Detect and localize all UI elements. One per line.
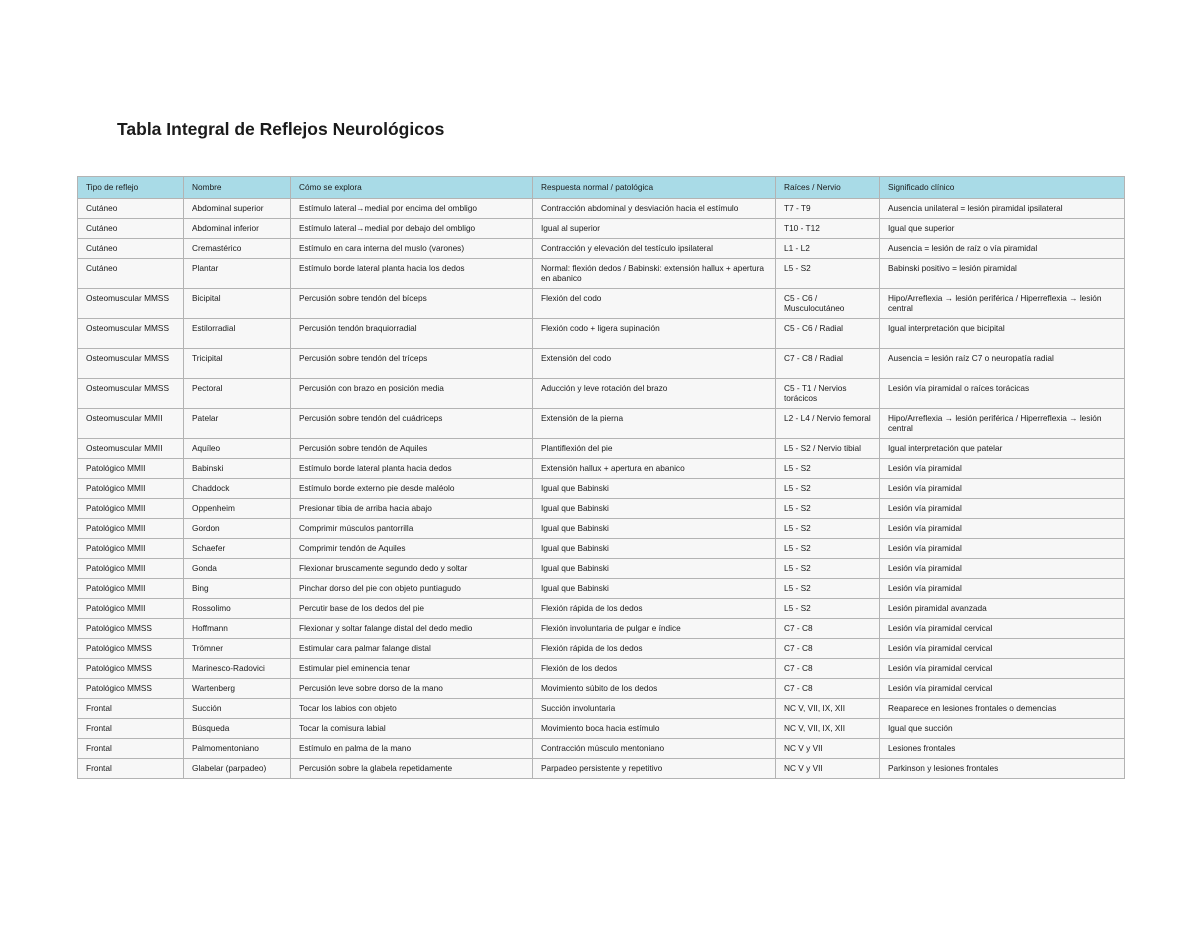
- cell-significado-clinico: Igual que superior: [880, 219, 1125, 239]
- reflexes-table: [77, 176, 1125, 779]
- table-row: [78, 479, 1125, 499]
- cell-raices-nervio: T10 - T12: [776, 219, 880, 239]
- table-header-row: [78, 177, 1125, 199]
- cell-como-se-explora: Comprimir músculos pantorrilla: [291, 519, 533, 539]
- cell-significado-clinico: Lesión vía piramidal cervical: [880, 619, 1125, 639]
- cell-significado-clinico: Lesión vía piramidal: [880, 539, 1125, 559]
- cell-raices-nervio: NC V y VII: [776, 739, 880, 759]
- header-raices-nervio: Raíces / Nervio: [776, 177, 880, 199]
- cell-nombre: Pectoral: [184, 379, 291, 409]
- cell-respuesta: Normal: flexión dedos / Babinski: extensión hallux + apertura en abanico: [533, 259, 776, 289]
- table-row: [78, 519, 1125, 539]
- cell-significado-clinico: Ausencia unilateral = lesión piramidal ipsilateral: [880, 199, 1125, 219]
- table-row: [78, 599, 1125, 619]
- cell-como-se-explora: Tocar la comisura labial: [291, 719, 533, 739]
- cell-nombre: Gonda: [184, 559, 291, 579]
- table-row: [78, 439, 1125, 459]
- cell-tipo-reflejo: Patológico MMII: [78, 579, 184, 599]
- cell-respuesta: Contracción y elevación del testículo ipsilateral: [533, 239, 776, 259]
- cell-respuesta: Flexión de los dedos: [533, 659, 776, 679]
- cell-tipo-reflejo: Patológico MMII: [78, 479, 184, 499]
- cell-tipo-reflejo: Patológico MMSS: [78, 679, 184, 699]
- cell-como-se-explora: Flexionar bruscamente segundo dedo y soltar: [291, 559, 533, 579]
- cell-tipo-reflejo: Patológico MMSS: [78, 619, 184, 639]
- cell-raices-nervio: T7 - T9: [776, 199, 880, 219]
- cell-raices-nervio: L5 - S2: [776, 479, 880, 499]
- cell-respuesta: Parpadeo persistente y repetitivo: [533, 759, 776, 779]
- cell-significado-clinico: Lesión vía piramidal cervical: [880, 659, 1125, 679]
- table-row: [78, 239, 1125, 259]
- table-body: [78, 199, 1125, 779]
- cell-raices-nervio: L5 - S2: [776, 539, 880, 559]
- cell-tipo-reflejo: Patológico MMII: [78, 559, 184, 579]
- cell-respuesta: Movimiento súbito de los dedos: [533, 679, 776, 699]
- cell-como-se-explora: Percutir base de los dedos del pie: [291, 599, 533, 619]
- cell-raices-nervio: C7 - C8: [776, 639, 880, 659]
- cell-respuesta: Contracción abdominal y desviación hacia el estímulo: [533, 199, 776, 219]
- cell-nombre: Rossolimo: [184, 599, 291, 619]
- cell-significado-clinico: Igual interpretación que bicipital: [880, 319, 1125, 349]
- cell-respuesta: Flexión involuntaria de pulgar e índice: [533, 619, 776, 639]
- cell-tipo-reflejo: Frontal: [78, 759, 184, 779]
- cell-nombre: Cremastérico: [184, 239, 291, 259]
- cell-tipo-reflejo: Patológico MMII: [78, 599, 184, 619]
- cell-respuesta: Igual que Babinski: [533, 519, 776, 539]
- cell-nombre: Abdominal superior: [184, 199, 291, 219]
- table-row: [78, 579, 1125, 599]
- cell-raices-nervio: C7 - C8 / Radial: [776, 349, 880, 379]
- cell-respuesta: Movimiento boca hacia estímulo: [533, 719, 776, 739]
- cell-como-se-explora: Presionar tibia de arriba hacia abajo: [291, 499, 533, 519]
- cell-como-se-explora: Percusión sobre la glabela repetidamente: [291, 759, 533, 779]
- cell-como-se-explora: Pinchar dorso del pie con objeto puntiagudo: [291, 579, 533, 599]
- cell-significado-clinico: Lesión piramidal avanzada: [880, 599, 1125, 619]
- table-row: [78, 319, 1125, 349]
- cell-respuesta: Igual que Babinski: [533, 579, 776, 599]
- cell-significado-clinico: Ausencia = lesión de raíz o vía piramidal: [880, 239, 1125, 259]
- table-row: [78, 289, 1125, 319]
- table-row: [78, 379, 1125, 409]
- header-respuesta: Respuesta normal / patológica: [533, 177, 776, 199]
- cell-tipo-reflejo: Frontal: [78, 699, 184, 719]
- cell-tipo-reflejo: Cutáneo: [78, 199, 184, 219]
- cell-nombre: Trömner: [184, 639, 291, 659]
- cell-respuesta: Extensión del codo: [533, 349, 776, 379]
- cell-raices-nervio: NC V, VII, IX, XII: [776, 699, 880, 719]
- cell-nombre: Patelar: [184, 409, 291, 439]
- cell-respuesta: Aducción y leve rotación del brazo: [533, 379, 776, 409]
- table-row: [78, 679, 1125, 699]
- cell-respuesta: Igual que Babinski: [533, 499, 776, 519]
- cell-raices-nervio: C5 - T1 / Nervios torácicos: [776, 379, 880, 409]
- cell-respuesta: Flexión rápida de los dedos: [533, 599, 776, 619]
- table-row: [78, 759, 1125, 779]
- table-row: [78, 559, 1125, 579]
- cell-como-se-explora: Percusión con brazo en posición media: [291, 379, 533, 409]
- cell-nombre: Estilorradial: [184, 319, 291, 349]
- table-row: [78, 199, 1125, 219]
- cell-como-se-explora: Flexionar y soltar falange distal del dedo medio: [291, 619, 533, 639]
- cell-como-se-explora: Estímulo borde lateral planta hacia dedos: [291, 459, 533, 479]
- cell-nombre: Hoffmann: [184, 619, 291, 639]
- header-nombre: Nombre: [184, 177, 291, 199]
- cell-tipo-reflejo: Patológico MMII: [78, 499, 184, 519]
- cell-significado-clinico: Lesión vía piramidal cervical: [880, 639, 1125, 659]
- cell-nombre: Plantar: [184, 259, 291, 289]
- cell-nombre: Aquíleo: [184, 439, 291, 459]
- cell-como-se-explora: Percusión tendón braquiorradial: [291, 319, 533, 349]
- cell-significado-clinico: Lesión vía piramidal: [880, 579, 1125, 599]
- cell-raices-nervio: L5 - S2: [776, 599, 880, 619]
- cell-nombre: Babinski: [184, 459, 291, 479]
- cell-tipo-reflejo: Osteomuscular MMII: [78, 409, 184, 439]
- cell-tipo-reflejo: Cutáneo: [78, 239, 184, 259]
- cell-raices-nervio: L5 - S2: [776, 519, 880, 539]
- cell-respuesta: Contracción músculo mentoniano: [533, 739, 776, 759]
- cell-tipo-reflejo: Patológico MMII: [78, 519, 184, 539]
- cell-como-se-explora: Percusión sobre tendón del bíceps: [291, 289, 533, 319]
- cell-tipo-reflejo: Osteomuscular MMSS: [78, 289, 184, 319]
- cell-tipo-reflejo: Patológico MMII: [78, 539, 184, 559]
- cell-nombre: Bing: [184, 579, 291, 599]
- cell-como-se-explora: Estímulo borde externo pie desde maléolo: [291, 479, 533, 499]
- cell-significado-clinico: Lesión vía piramidal cervical: [880, 679, 1125, 699]
- cell-respuesta: Extensión hallux + apertura en abanico: [533, 459, 776, 479]
- cell-raices-nervio: C5 - C6 / Musculocutáneo: [776, 289, 880, 319]
- cell-como-se-explora: Estímulo lateral→medial por encima del ombligo: [291, 199, 533, 219]
- cell-nombre: Oppenheim: [184, 499, 291, 519]
- cell-respuesta: Succión involuntaria: [533, 699, 776, 719]
- cell-raices-nervio: L5 - S2 / Nervio tibial: [776, 439, 880, 459]
- cell-nombre: Palmomentoniano: [184, 739, 291, 759]
- cell-nombre: Búsqueda: [184, 719, 291, 739]
- table-row: [78, 659, 1125, 679]
- cell-tipo-reflejo: Osteomuscular MMII: [78, 439, 184, 459]
- cell-significado-clinico: Parkinson y lesiones frontales: [880, 759, 1125, 779]
- cell-significado-clinico: Babinski positivo = lesión piramidal: [880, 259, 1125, 289]
- cell-nombre: Abdominal inferior: [184, 219, 291, 239]
- cell-raices-nervio: L5 - S2: [776, 499, 880, 519]
- cell-respuesta: Igual que Babinski: [533, 559, 776, 579]
- table-row: [78, 349, 1125, 379]
- cell-como-se-explora: Percusión sobre tendón del tríceps: [291, 349, 533, 379]
- cell-como-se-explora: Comprimir tendón de Aquiles: [291, 539, 533, 559]
- cell-tipo-reflejo: Patológico MMSS: [78, 659, 184, 679]
- cell-raices-nervio: C5 - C6 / Radial: [776, 319, 880, 349]
- cell-respuesta: Igual al superior: [533, 219, 776, 239]
- cell-nombre: Wartenberg: [184, 679, 291, 699]
- cell-tipo-reflejo: Cutáneo: [78, 219, 184, 239]
- cell-raices-nervio: NC V, VII, IX, XII: [776, 719, 880, 739]
- cell-significado-clinico: Hipo/Arreflexia → lesión periférica / Hiperreflexia → lesión central: [880, 409, 1125, 439]
- page-title: Tabla Integral de Reflejos Neurológicos: [117, 119, 445, 139]
- cell-tipo-reflejo: Patológico MMSS: [78, 639, 184, 659]
- cell-como-se-explora: Percusión sobre tendón del cuádriceps: [291, 409, 533, 439]
- cell-respuesta: Plantiflexión del pie: [533, 439, 776, 459]
- cell-tipo-reflejo: Osteomuscular MMSS: [78, 319, 184, 349]
- cell-raices-nervio: L5 - S2: [776, 559, 880, 579]
- cell-respuesta: Igual que Babinski: [533, 479, 776, 499]
- header-significado-clinico: Significado clínico: [880, 177, 1125, 199]
- cell-significado-clinico: Lesión vía piramidal o raíces torácicas: [880, 379, 1125, 409]
- table-row: [78, 259, 1125, 289]
- cell-respuesta: Extensión de la pierna: [533, 409, 776, 439]
- cell-significado-clinico: Lesión vía piramidal: [880, 479, 1125, 499]
- cell-tipo-reflejo: Osteomuscular MMSS: [78, 349, 184, 379]
- cell-nombre: Gordon: [184, 519, 291, 539]
- cell-raices-nervio: L5 - S2: [776, 459, 880, 479]
- cell-significado-clinico: Hipo/Arreflexia → lesión periférica / Hiperreflexia → lesión central: [880, 289, 1125, 319]
- cell-significado-clinico: Reaparece en lesiones frontales o demencias: [880, 699, 1125, 719]
- cell-respuesta: Flexión codo + ligera supinación: [533, 319, 776, 349]
- table-row: [78, 719, 1125, 739]
- cell-como-se-explora: Tocar los labios con objeto: [291, 699, 533, 719]
- table-row: [78, 639, 1125, 659]
- cell-como-se-explora: Estímulo lateral→medial por debajo del ombligo: [291, 219, 533, 239]
- table-row: [78, 739, 1125, 759]
- cell-significado-clinico: Ausencia = lesión raíz C7 o neuropatía radial: [880, 349, 1125, 379]
- cell-tipo-reflejo: Frontal: [78, 739, 184, 759]
- header-como-se-explora: Cómo se explora: [291, 177, 533, 199]
- cell-tipo-reflejo: Frontal: [78, 719, 184, 739]
- table-row: [78, 459, 1125, 479]
- cell-tipo-reflejo: Osteomuscular MMSS: [78, 379, 184, 409]
- table-row: [78, 699, 1125, 719]
- cell-nombre: Schaefer: [184, 539, 291, 559]
- cell-raices-nervio: L1 - L2: [776, 239, 880, 259]
- cell-respuesta: Flexión rápida de los dedos: [533, 639, 776, 659]
- cell-raices-nervio: L5 - S2: [776, 579, 880, 599]
- table-row: [78, 499, 1125, 519]
- cell-nombre: Chaddock: [184, 479, 291, 499]
- cell-raices-nervio: C7 - C8: [776, 679, 880, 699]
- cell-significado-clinico: Igual interpretación que patelar: [880, 439, 1125, 459]
- table-row: [78, 619, 1125, 639]
- cell-nombre: Bicipital: [184, 289, 291, 319]
- cell-tipo-reflejo: Cutáneo: [78, 259, 184, 289]
- cell-nombre: Glabelar (parpadeo): [184, 759, 291, 779]
- cell-respuesta: Igual que Babinski: [533, 539, 776, 559]
- cell-raices-nervio: L2 - L4 / Nervio femoral: [776, 409, 880, 439]
- cell-significado-clinico: Lesiones frontales: [880, 739, 1125, 759]
- cell-respuesta: Flexión del codo: [533, 289, 776, 319]
- cell-significado-clinico: Lesión vía piramidal: [880, 559, 1125, 579]
- cell-como-se-explora: Estímulo en palma de la mano: [291, 739, 533, 759]
- header-tipo-reflejo: Tipo de reflejo: [78, 177, 184, 199]
- cell-significado-clinico: Lesión vía piramidal: [880, 519, 1125, 539]
- table-row: [78, 409, 1125, 439]
- cell-raices-nervio: C7 - C8: [776, 619, 880, 639]
- cell-tipo-reflejo: Patológico MMII: [78, 459, 184, 479]
- cell-como-se-explora: Estimular cara palmar falange distal: [291, 639, 533, 659]
- cell-significado-clinico: Lesión vía piramidal: [880, 459, 1125, 479]
- cell-nombre: Marinesco-Radovici: [184, 659, 291, 679]
- table-row: [78, 539, 1125, 559]
- cell-raices-nervio: C7 - C8: [776, 659, 880, 679]
- table-row: [78, 219, 1125, 239]
- cell-raices-nervio: L5 - S2: [776, 259, 880, 289]
- cell-nombre: Succión: [184, 699, 291, 719]
- cell-como-se-explora: Estimular piel eminencia tenar: [291, 659, 533, 679]
- cell-significado-clinico: Lesión vía piramidal: [880, 499, 1125, 519]
- cell-nombre: Tricipital: [184, 349, 291, 379]
- cell-como-se-explora: Estímulo en cara interna del muslo (varones): [291, 239, 533, 259]
- cell-como-se-explora: Percusión sobre tendón de Aquiles: [291, 439, 533, 459]
- cell-raices-nervio: NC V y VII: [776, 759, 880, 779]
- reflexes-table-container: [77, 176, 1124, 779]
- cell-significado-clinico: Igual que succión: [880, 719, 1125, 739]
- cell-como-se-explora: Estímulo borde lateral planta hacia los dedos: [291, 259, 533, 289]
- cell-como-se-explora: Percusión leve sobre dorso de la mano: [291, 679, 533, 699]
